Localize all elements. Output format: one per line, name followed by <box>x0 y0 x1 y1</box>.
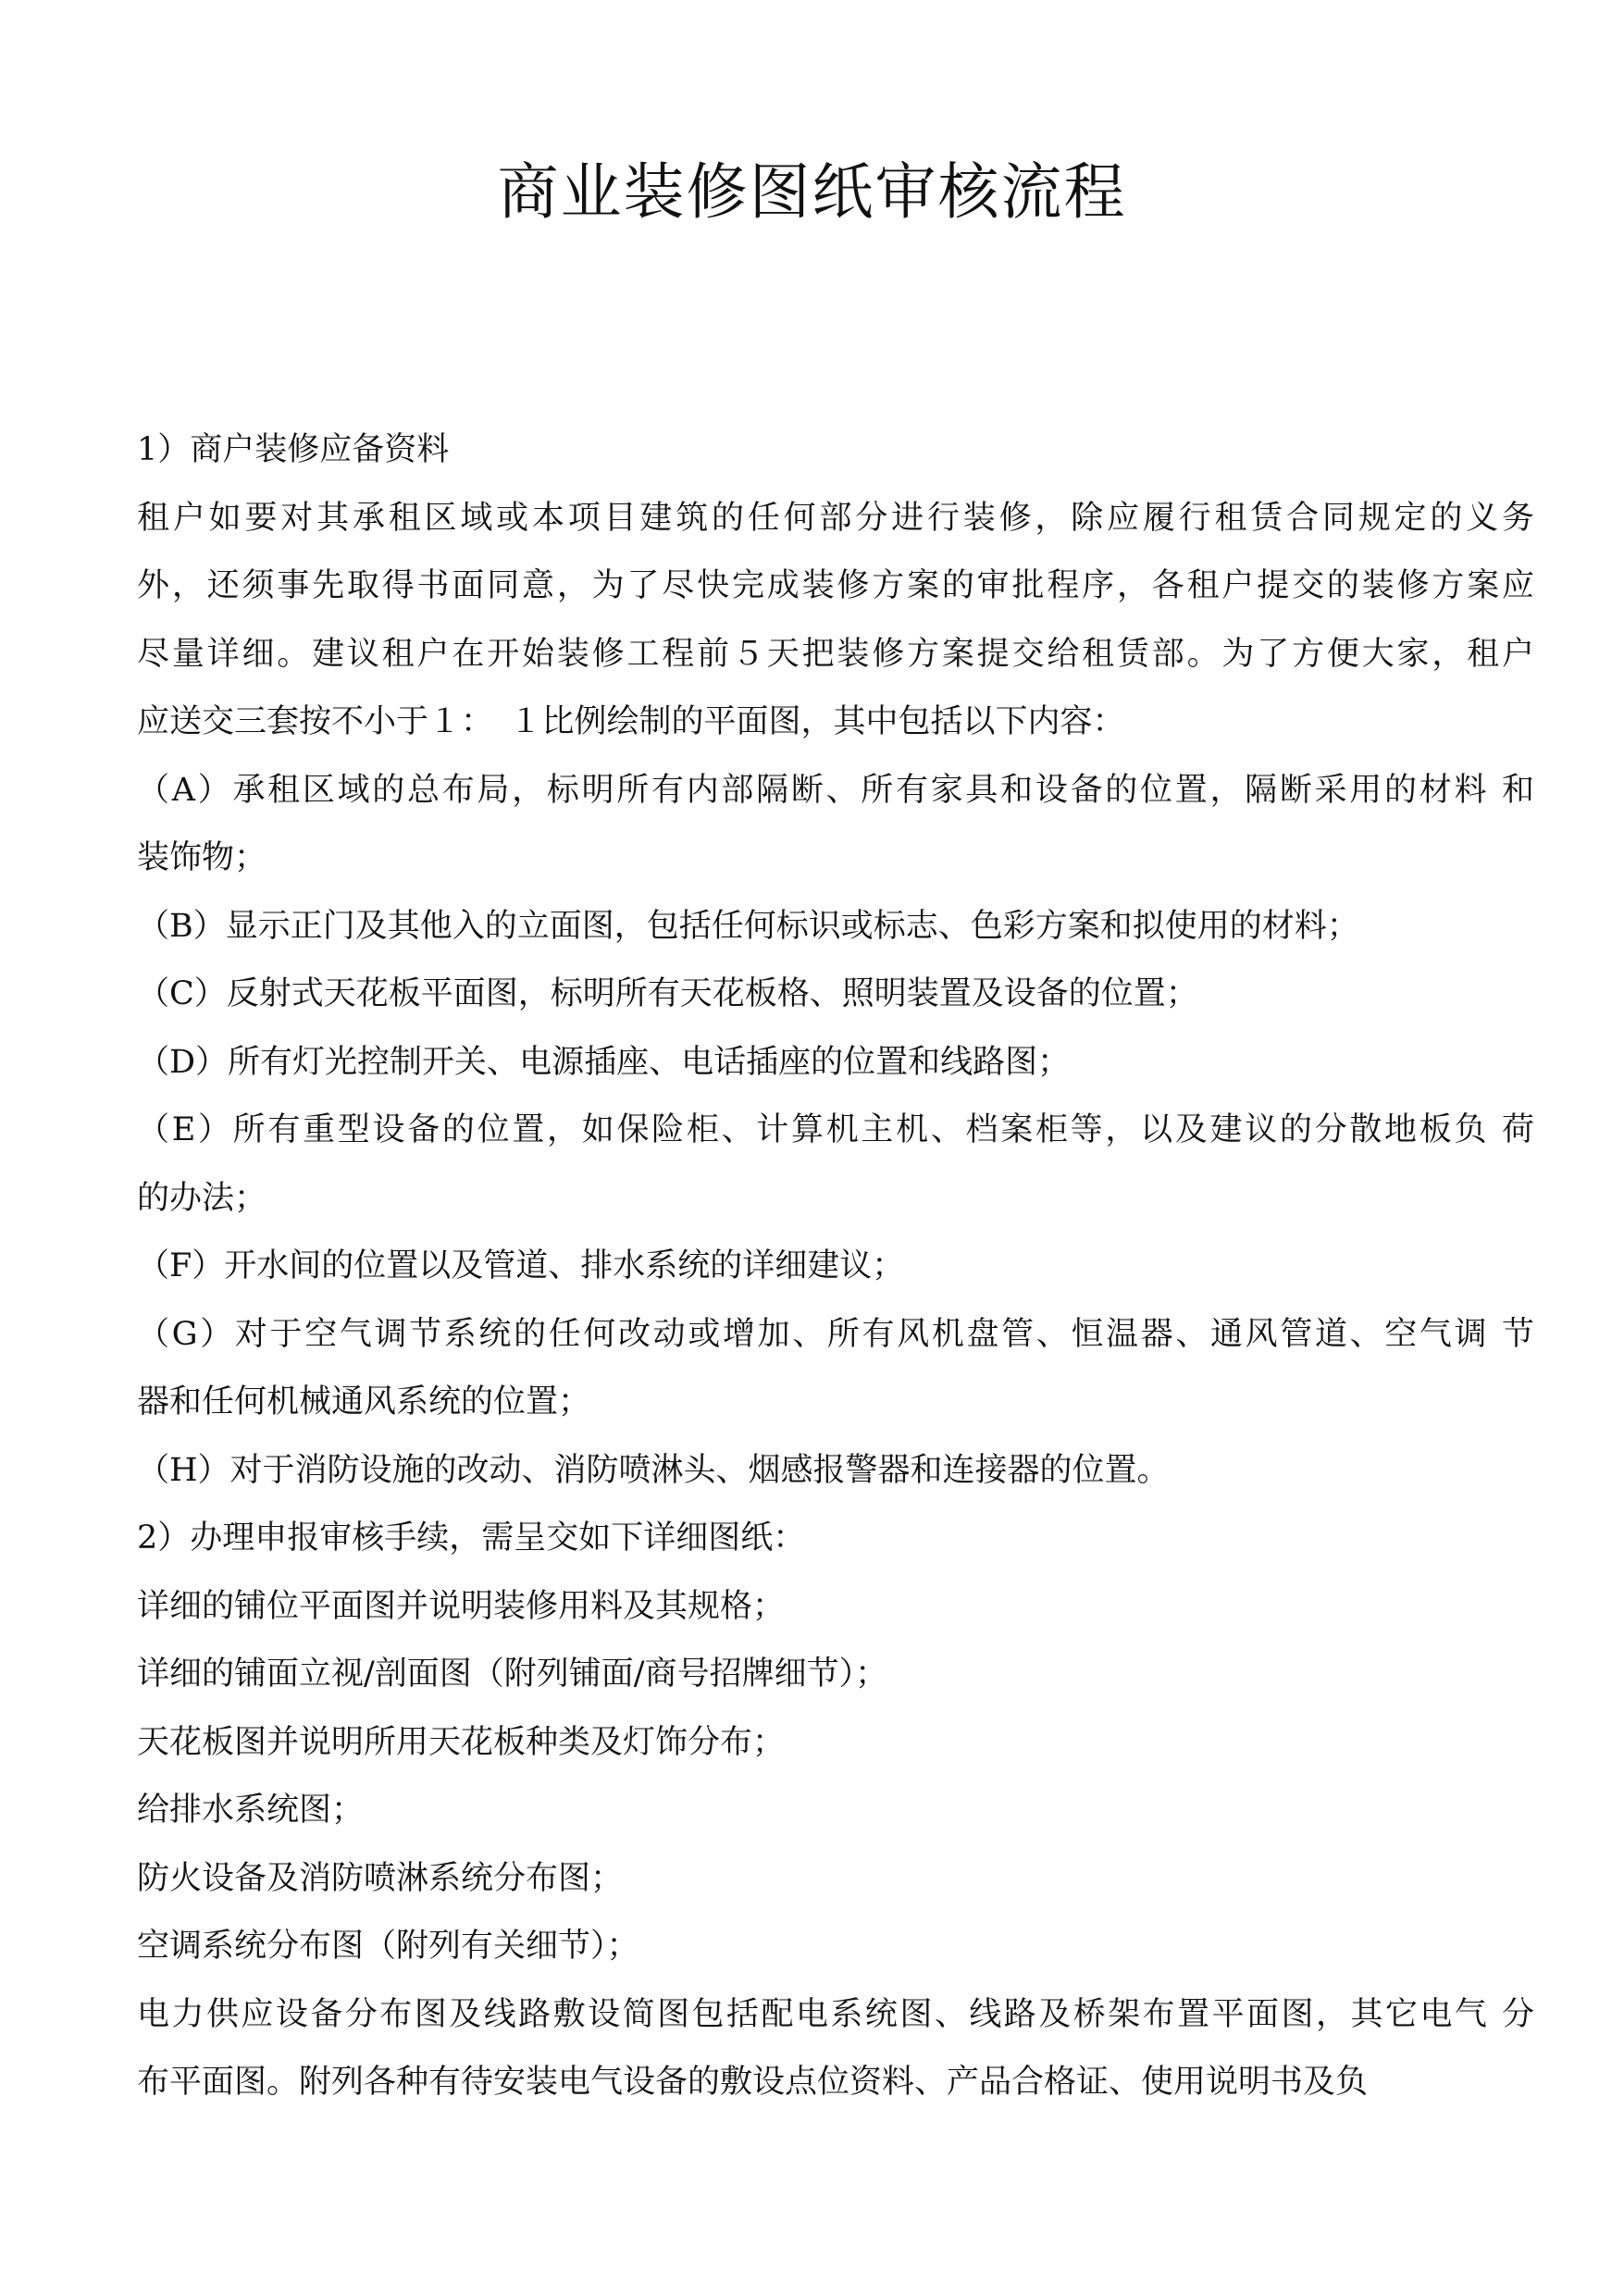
drawing-item: 天花板图并说明所用天花板种类及灯饰分布； <box>137 1723 786 1761</box>
section-heading-2: 2）办理申报审核手续，需呈交如下详细图纸： <box>137 1520 806 1557</box>
section-heading-1: 1）商户装修应备资料 <box>137 431 450 468</box>
document-title: 商业装修图纸审核流程 <box>497 156 1127 228</box>
drawing-item: 详细的铺位平面图并说明装修用料及其规格； <box>137 1587 786 1625</box>
paragraph-line: 应送交三套按不小于１： １比例绘制的平面图，其中包括以下内容： <box>137 703 1125 740</box>
list-item-g-cont: 器和任何机械通风系统的位置； <box>137 1383 591 1420</box>
list-item-a: （A）承租区域的总布局，标明所有内部隔断、所有家具和设备的位置，隔断采用的材料 和 <box>137 771 1534 809</box>
list-item-e-cont: 的办法； <box>137 1179 267 1217</box>
paragraph-line: 租户如要对其承租区域或本项目建筑的任何部分进行装修，除应履行租赁合同规定的义务 <box>137 499 1534 537</box>
paragraph-line: 尽量详细。建议租户在开始装修工程前５天把装修方案提交给租赁部。为了方便大家，租户 <box>137 635 1534 673</box>
list-item-h: （H）对于消防设施的改动、消防喷淋头、烟感报警器和连接器的位置。 <box>137 1451 1170 1489</box>
list-item-b: （B）显示正门及其他入的立面图，包括任何标识或标志、色彩方案和拟使用的材料； <box>137 907 1359 945</box>
paragraph-line: 外，还须事先取得书面同意，为了尽快完成装修方案的审批程序，各租户提交的装修方案应 <box>137 567 1534 604</box>
document-body <box>137 416 1534 2117</box>
drawing-item: 详细的铺面立视/剖面图（附列铺面/商号招牌细节）； <box>137 1656 888 1693</box>
list-item-d: （D）所有灯光控制开关、电源插座、电话插座的位置和线路图； <box>137 1043 1071 1081</box>
list-item-g: （G）对于空气调节系统的任何改动或增加、所有风机盘管、恒温器、通风管道、空气调 节 <box>137 1315 1534 1353</box>
drawing-item: 空调系统分布图（附列有关细节）； <box>137 1928 639 1965</box>
list-item-e: （E）所有重型设备的位置，如保险柜、计算机主机、档案柜等，以及建议的分散地板负 荷 <box>137 1111 1534 1148</box>
list-item-c: （C）反射式天花板平面图，标明所有天花板格、照明装置及设备的位置； <box>137 975 1198 1012</box>
list-item-a-cont: 装饰物； <box>137 839 267 876</box>
drawing-item-cont: 布平面图。附列各种有待安装电气设备的敷设点位资料、产品合格证、使用说明书及负 <box>137 2064 1369 2101</box>
drawing-item: 给排水系统图； <box>137 1792 365 1829</box>
drawing-item: 电力供应设备分布图及线路敷设简图包括配电系统图、线路及桥架布置平面图，其它电气 分 <box>137 1995 1534 2033</box>
list-item-f: （F）开水间的位置以及管道、排水系统的详细建议； <box>137 1247 905 1284</box>
drawing-item: 防火设备及消防喷淋系统分布图； <box>137 1859 624 1897</box>
